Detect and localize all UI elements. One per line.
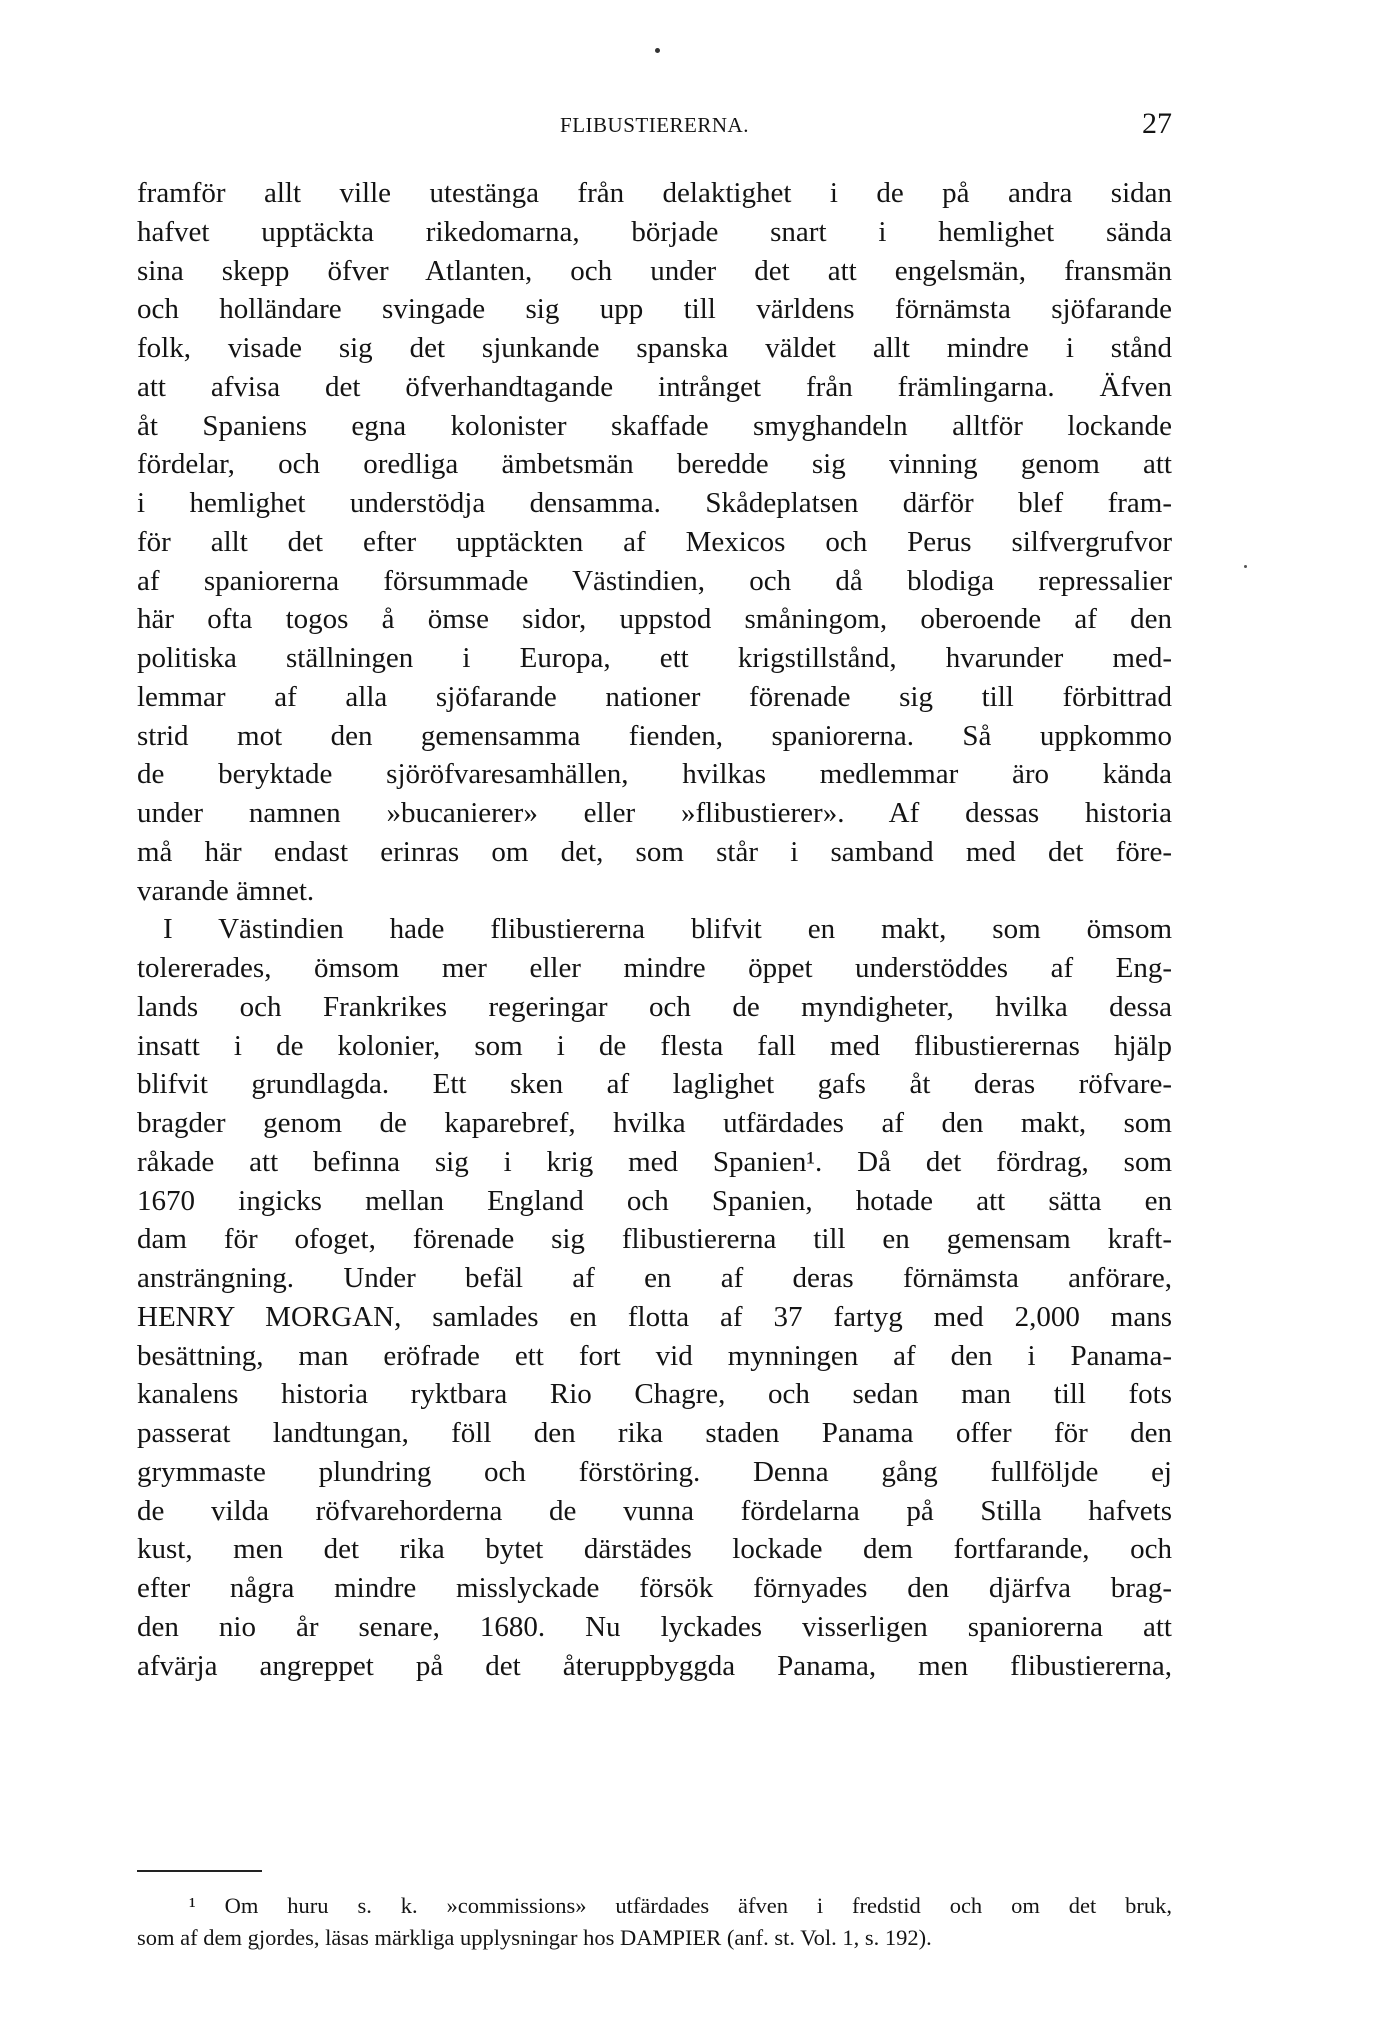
text-line: må här endast erinras om det, som står i samband med det före-: [137, 835, 1172, 868]
text-line: besättning, man eröfrade ett fort vid mynningen af den i Panama-: [137, 1339, 1172, 1372]
text-line: sina skepp öfver Atlanten, och under det att engelsmän, fransmän: [137, 254, 1172, 287]
footnote-line: ¹ Om huru s. k. »commissions» utfärdades äfven i fredstid och om det bruk,: [189, 1893, 1172, 1918]
text-line: grymmaste plundring och förstöring. Denna gång fullföljde ej: [137, 1455, 1172, 1488]
text-line: kust, men det rika bytet därstädes lockade dem fortfarande, och: [137, 1533, 1172, 1566]
text-line: afvärja angreppet på det återuppbyggda Panama, men flibustiererna,: [137, 1649, 1172, 1682]
text-line: strid mot den gemensamma fienden, spaniorerna. Så uppkommo: [137, 719, 1172, 752]
text-line: HENRY MORGAN, samlades en flotta af 37 fartyg med 2,000 mans: [137, 1300, 1172, 1333]
text-line: den nio år senare, 1680. Nu lyckades visserligen spaniorerna att: [137, 1610, 1172, 1643]
text-line: ansträngning. Under befäl af en af deras förnämsta anförare,: [137, 1262, 1172, 1294]
text-line: här ofta togos å ömse sidor, uppstod småningom, oberoende af den: [137, 603, 1172, 636]
text-line: råkade att befinna sig i krig med Spanien¹. Då det fördrag, som: [137, 1145, 1172, 1178]
text-line: insatt i de kolonier, som i de flesta fall med flibustierernas hjälp: [137, 1029, 1172, 1062]
text-line: för allt det efter upptäckten af Mexicos och Perus silfvergrufvor: [137, 525, 1172, 558]
text-line: af spaniorerna försummade Västindien, och då blodiga repressalier: [137, 564, 1172, 597]
text-line: politiska ställningen i Europa, ett krigstillstånd, hvarunder med-: [137, 642, 1172, 674]
text-line: 1670 ingicks mellan England och Spanien, hotade att sätta en: [137, 1184, 1172, 1217]
text-line: efter några mindre misslyckade försök förnyades den djärfva brag-: [137, 1572, 1172, 1604]
text-line: fördelar, och oredliga ämbetsmän beredde sig vinning genom att: [137, 448, 1172, 481]
text-line: de beryktade sjöröfvaresamhällen, hvilkas medlemmar äro kända: [137, 758, 1172, 791]
body-text: [137, 174, 1172, 1685]
text-line: folk, visade sig det sjunkande spanska väldet allt mindre i stånd: [137, 332, 1172, 364]
text-line: tolererades, ömsom mer eller mindre öppet understöddes af Eng-: [137, 952, 1172, 984]
text-line: åt Spaniens egna kolonister skaffade smyghandeln alltför lockande: [137, 409, 1172, 442]
text-line: lands och Frankrikes regeringar och de myndigheter, hvilka dessa: [137, 990, 1172, 1023]
footnote-line: som af dem gjordes, läsas märkliga upplysningar hos DAMPIER (anf. st. Vol. 1, s. 192).: [137, 1925, 932, 1950]
text-line: de vilda röfvarehorderna de vunna fördelarna på Stilla hafvets: [137, 1494, 1172, 1527]
text-line: lemmar af alla sjöfarande nationer förenade sig till förbittrad: [137, 680, 1172, 713]
footnotes: [137, 1890, 1172, 1954]
text-line: kanalens historia ryktbara Rio Chagre, och sedan man till fots: [137, 1378, 1172, 1411]
print-speck: [1244, 565, 1247, 568]
text-line: i hemlighet understödja densamma. Skådeplatsen därför blef fram-: [137, 487, 1172, 519]
text-line: dam för ofoget, förenade sig flibustiererna till en gemensam kraft-: [137, 1223, 1172, 1256]
page-number: 27: [1142, 107, 1172, 140]
text-line: bragder genom de kaparebref, hvilka utfärdades af den makt, som: [137, 1107, 1172, 1139]
text-line: under namnen »bucanierer» eller »flibustierer». Af dessas historia: [137, 797, 1172, 829]
footnote-divider: [137, 1870, 262, 1872]
print-speck: [655, 48, 660, 53]
running-title: FLIBUSTIERERNA.: [560, 113, 749, 137]
running-header: [137, 107, 1172, 147]
text-line: I Västindien hade flibustiererna blifvit en makt, som ömsom: [163, 913, 1172, 946]
text-line: och holländare svingade sig upp till världens förnämsta sjöfarande: [137, 293, 1172, 326]
text-line: blifvit grundlagda. Ett sken af laglighet gafs åt deras röfvare-: [137, 1068, 1172, 1101]
text-line: hafvet upptäckta rikedomarna, började snart i hemlighet sända: [137, 215, 1172, 248]
text-line: framför allt ville utestänga från delaktighet i de på andra sidan: [137, 177, 1172, 209]
text-line: varande ämnet.: [137, 874, 315, 907]
text-line: att afvisa det öfverhandtagande intrånget från främlingarna. Äfven: [137, 370, 1172, 403]
text-line: passerat landtungan, föll den rika staden Panama offer för den: [137, 1417, 1172, 1449]
